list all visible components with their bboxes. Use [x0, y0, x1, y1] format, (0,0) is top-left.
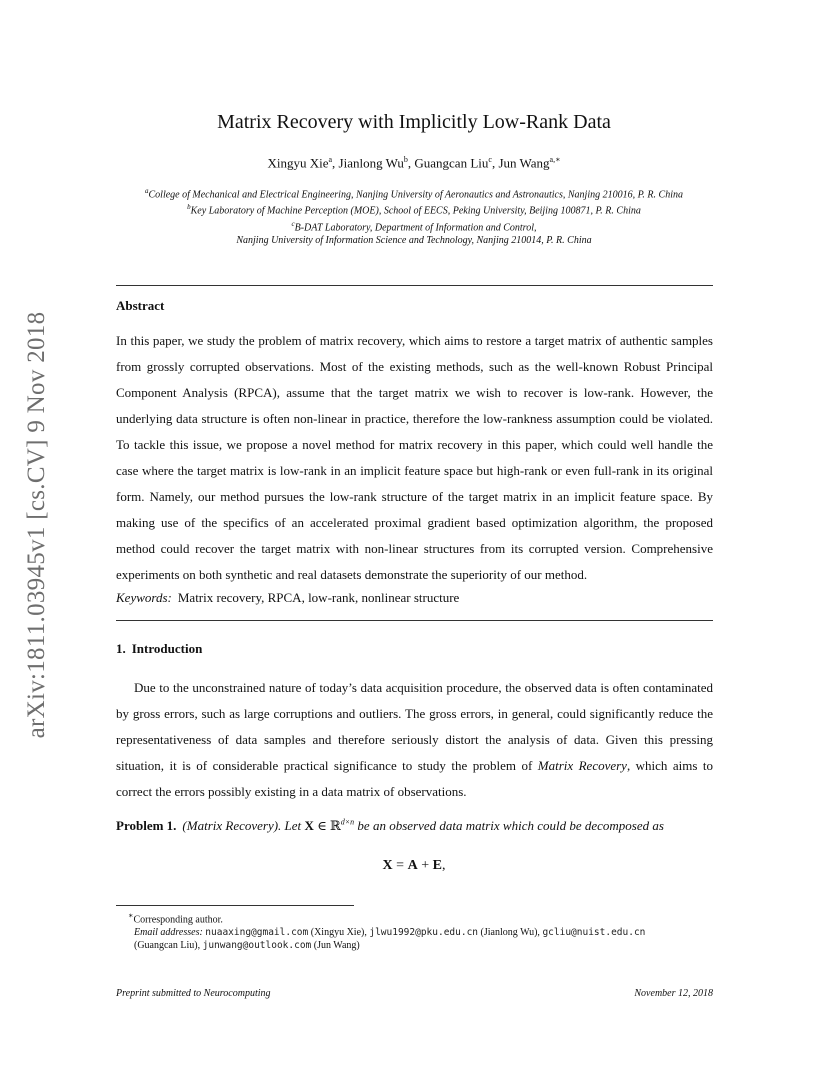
affil-mark: a [145, 187, 149, 195]
author-affil-mark: a [328, 155, 333, 164]
author-affil-mark: b [403, 155, 408, 164]
affil-text: Nanjing University of Information Science and Technology, Nanjing 210014, P. R. China [236, 234, 592, 246]
affil-text: B-DAT Laboratory, Department of Information and Control, [294, 221, 537, 233]
eq-e: E [432, 858, 442, 873]
footnote-emails [116, 926, 713, 952]
matrix-x: X [304, 818, 314, 834]
affiliation-line [0, 234, 828, 247]
preprint-note: Preprint submitted to Neurocomputing [116, 988, 271, 999]
real-space-symbol: ∈ ℝ [313, 818, 341, 834]
email-link[interactable]: junwang@outlook.com [202, 940, 312, 952]
abstract-text: In this paper, we study the problem of matrix recovery, which aims to restore a target matrix of authentic samples from grossly corrupted observations. Most of the existing methods, such as the well-known Robust Principal Component Analysis (RPCA), assume that the target matrix we wish to recover is low-rank. However, the underlying data structure is often non-linear in practice, therefore the low-rankness assumption could be violated. To tackle this issue, we propose a novel method for matrix recovery in this paper, which could well handle the case where the target matrix is low-rank in an implicit feature space but high-rank or even full-rank in its original form. Namely, our method pursues the low-rank structure of the target matrix in an implicit feature space. By making use of the specifics of an accelerated proximal gradient based optimization algorithm, the proposed method could recover the target matrix with non-linear structures from its corrupted version. Comprehensive experiments on both synthetic and real datasets demonstrate the superiority of our method. [116, 333, 713, 582]
email-owner: (Jun Wang) [313, 940, 360, 952]
section-heading-introduction [116, 641, 202, 657]
eq-a: A [407, 858, 418, 873]
email-owner: (Xingyu Xie), [310, 927, 367, 939]
affiliations [0, 185, 828, 247]
author-list: Xingyu Xie$^a$, Jianlong Wu$^b$, Guangcan Liu$^c$, Jun Wang$^{a,∗}$ [267, 155, 561, 171]
problem-text-end: be an observed data matrix which could be decomposed as [354, 818, 664, 834]
preprint-date: November 12, 2018 [634, 988, 713, 999]
emphasis-matrix-recovery: Matrix Recovery [537, 758, 627, 773]
author-name: Xingyu Xie [267, 155, 329, 171]
email-link[interactable]: jlwu1992@pku.edu.cn [369, 927, 479, 939]
arxiv-identifier-stamp: arXiv:1811.03945v1 [cs.CV] 9 Nov 2018 [23, 311, 50, 739]
keywords-text: Matrix recovery, RPCA, low-rank, nonlinear structure [177, 590, 460, 605]
author-name: Jianlong Wu [338, 155, 404, 171]
introduction-paragraph [116, 675, 713, 805]
section-number: 1. [116, 641, 126, 656]
affiliation-line [0, 185, 828, 201]
footnotes [116, 909, 713, 952]
eq-end: , [441, 858, 446, 873]
author-affil-mark: a,∗ [549, 155, 561, 164]
footnote-mark: ∗ [128, 911, 134, 920]
footnote-rule [116, 905, 354, 906]
affiliation-line [0, 201, 828, 217]
keywords-label: Keywords: [116, 590, 172, 605]
abstract-bottom-rule [116, 620, 713, 621]
problem-text [182, 818, 664, 833]
decomposition-equation [0, 858, 828, 874]
dimension-superscript: d×n [340, 818, 355, 827]
eq-plus: + [417, 858, 433, 873]
problem-text-start: (Matrix Recovery). Let [182, 818, 305, 834]
email-owner: (Jianlong Wu), [480, 927, 540, 939]
email-label: Email addresses: [134, 927, 203, 939]
email-link[interactable]: gcliu@nuist.edu.cn [542, 927, 646, 939]
keywords [116, 590, 459, 606]
eq-equals: = [392, 858, 408, 873]
section-title: Introduction [131, 641, 203, 656]
email-link[interactable]: nuaaxing@gmail.com [205, 927, 309, 939]
email-owner: (Guangcan Liu), [134, 940, 201, 952]
affil-mark: b [187, 203, 191, 212]
author-name: Guangcan Liu [414, 155, 489, 171]
affil-mark: c [291, 219, 295, 228]
author-name: Jun Wang [498, 155, 550, 171]
affil-text: Key Laboratory of Machine Perception (MOE), School of EECS, Peking University, Beijing 100871, P. R. China [190, 205, 641, 217]
author-affil-mark: c [488, 155, 492, 164]
corresponding-text: Corresponding author. [133, 914, 223, 926]
paragraph-text-end: , which aims to correct the errors possibly existing in a data matrix of observations. [116, 758, 713, 799]
abstract-heading: Abstract [116, 298, 165, 313]
affil-text: College of Mechanical and Electrical Engineering, Nanjing University of Aeronautics and Astronautics, Nanjing 210016, P. R. China [148, 189, 683, 201]
problem-label: Problem 1. [116, 818, 177, 834]
footnote-corresponding [116, 909, 713, 926]
paragraph-text: Due to the unconstrained nature of today’s data acquisition procedure, the observed data is often contaminated by gross errors, such as large corruptions and outliers. The gross errors, in general, could significantly reduce the representativeness of data samples and therefore seriously distort the analysis of data. Given this pressing situation, it is of considerable practical significance to study the problem of [116, 680, 713, 773]
affiliation-line [0, 218, 828, 234]
problem-statement [116, 818, 716, 834]
abstract-top-rule [116, 285, 713, 286]
eq-lhs: X [382, 858, 393, 873]
paper-title: Matrix Recovery with Implicitly Low-Rank Data [217, 111, 611, 133]
